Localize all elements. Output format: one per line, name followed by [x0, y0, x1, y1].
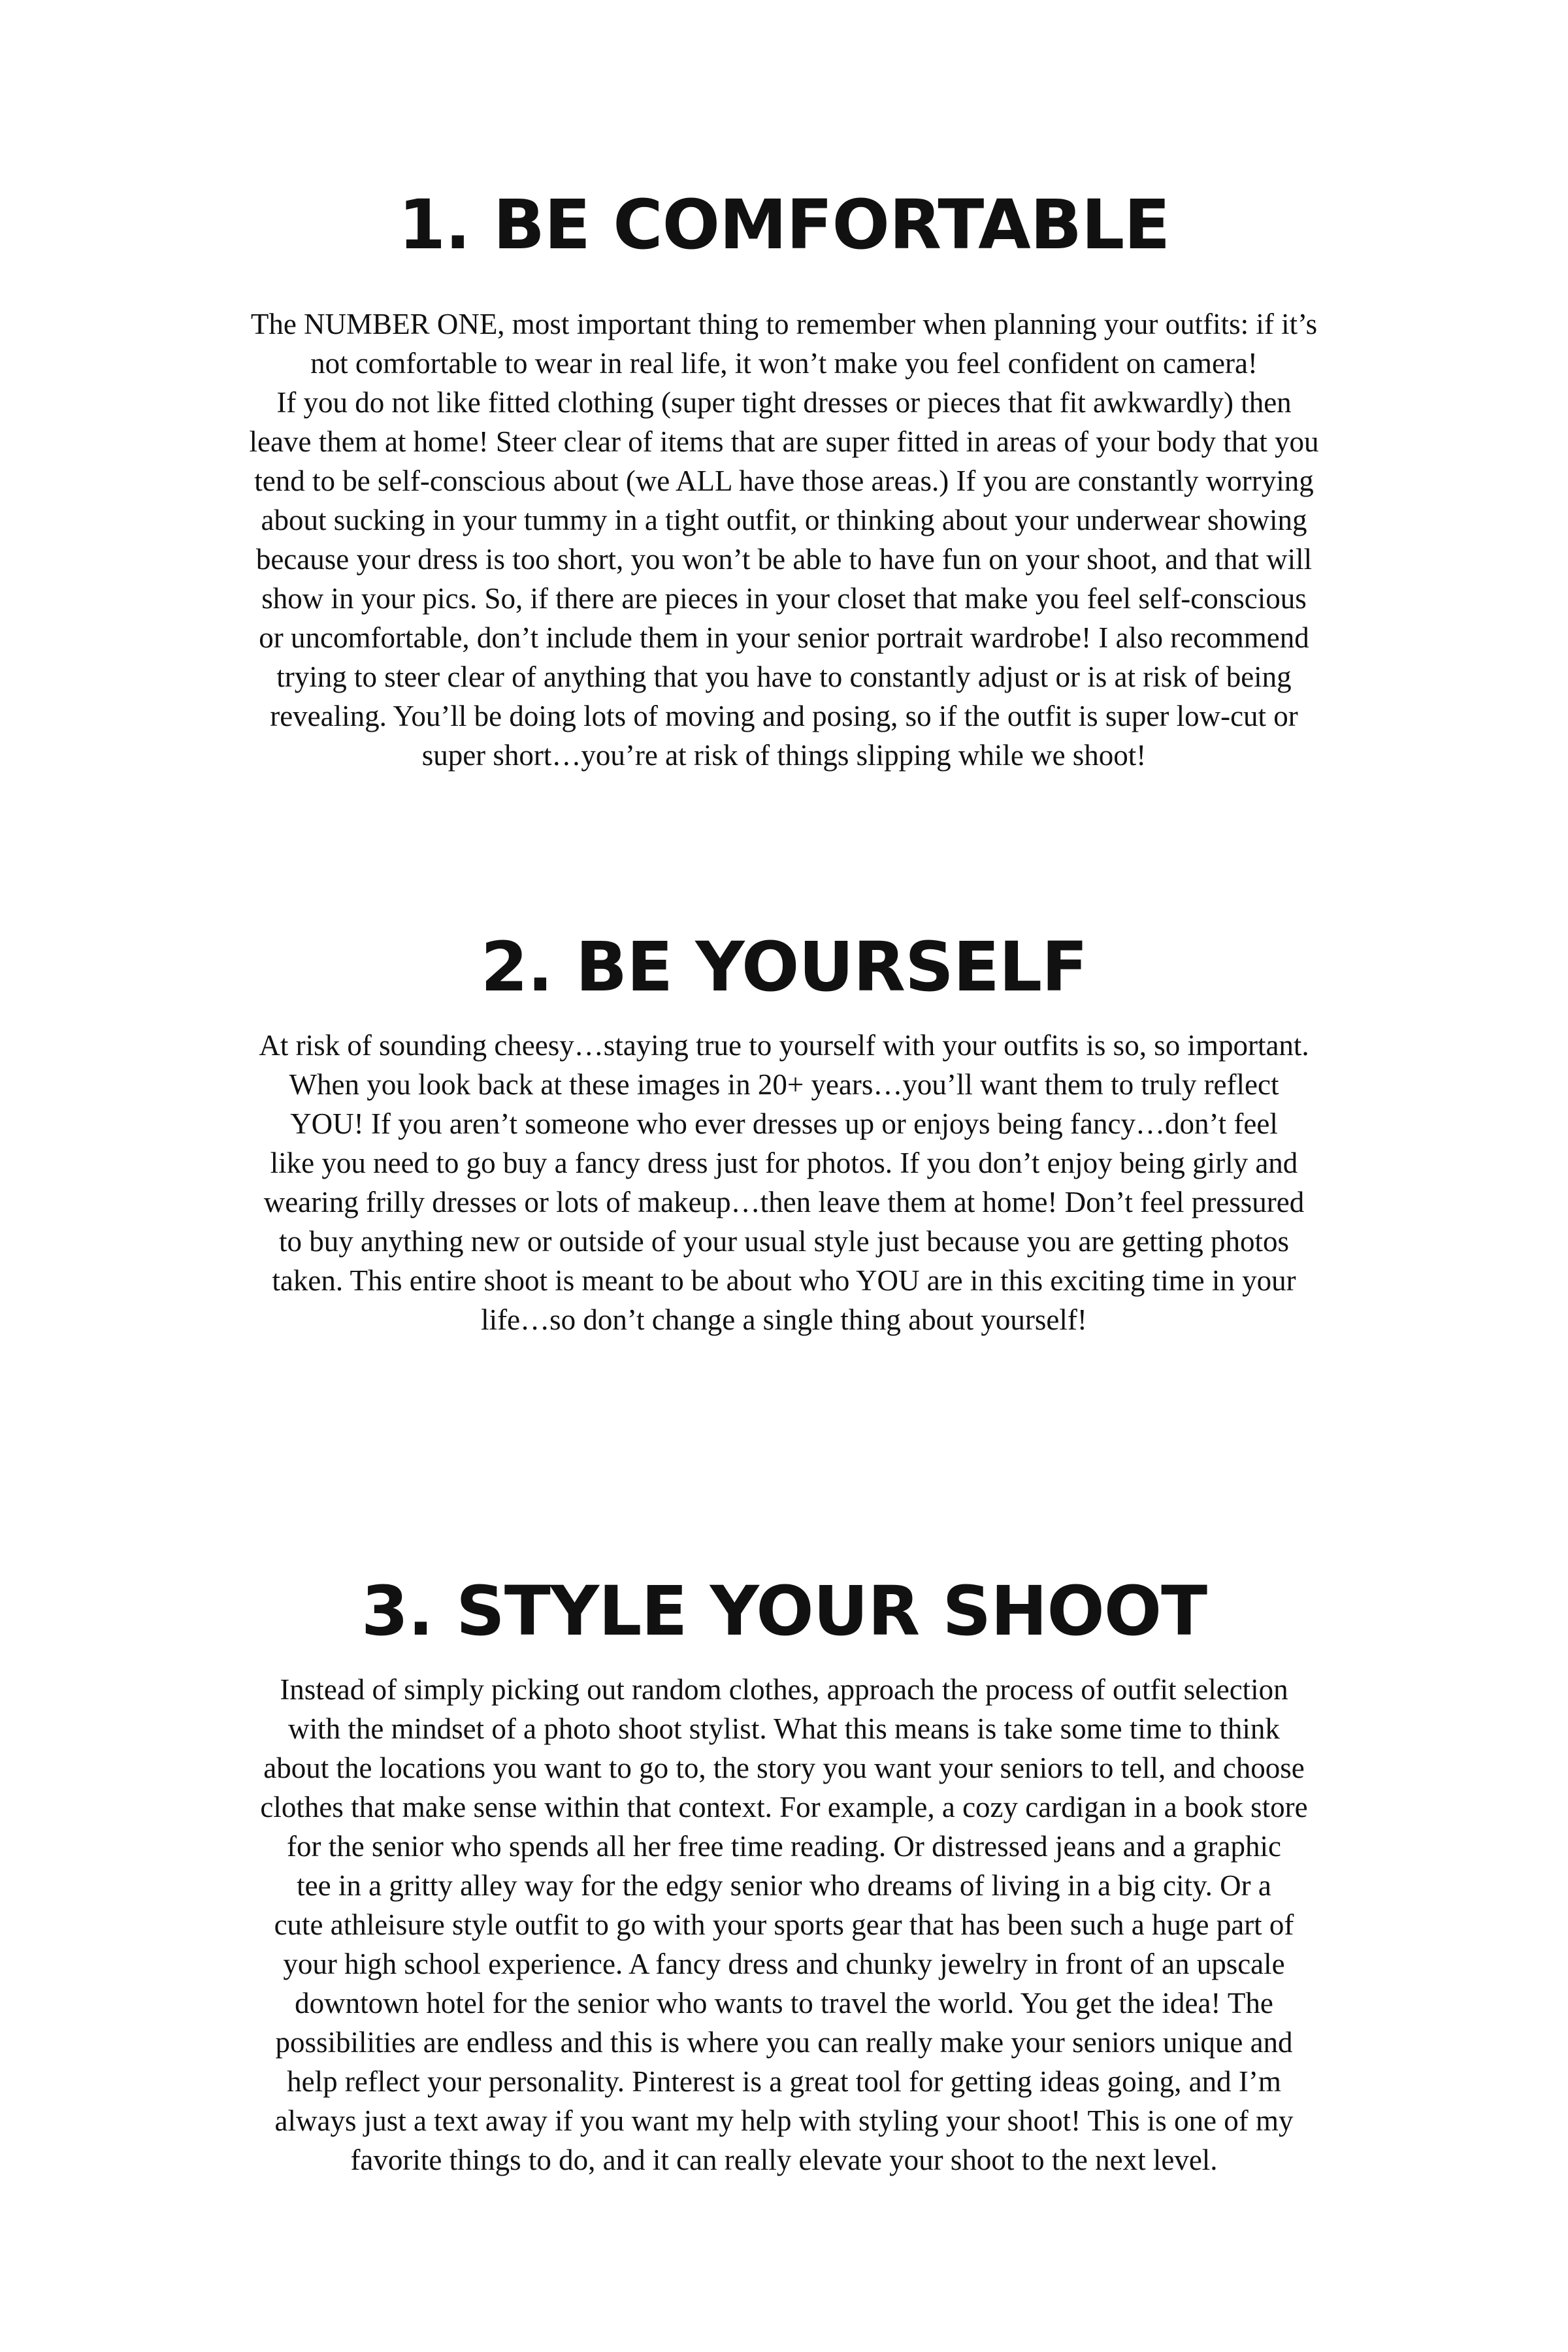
body-line: Instead of simply picking out random clothes, approach the process of outfit selection [280, 1673, 1288, 1706]
body-line: like you need to go buy a fancy dress just for photos. If you don’t enjoy being girly and [270, 1147, 1298, 1179]
body-line: with the mindset of a photo shoot stylist. What this means is take some time to think [288, 1712, 1280, 1745]
body-line: revealing. You’ll be doing lots of moving and posing, so if the outfit is super low-cut or [270, 700, 1298, 732]
body-line: downtown hotel for the senior who wants to travel the world. You get the idea! The [295, 1987, 1273, 2019]
body-line: cute athleisure style outfit to go with your sports gear that has been such a huge part of [274, 1908, 1294, 1941]
section-style-body [0, 1670, 1568, 2180]
body-line: The NUMBER ONE, most important thing to remember when planning your outfits: if it’s [250, 308, 1318, 340]
section-heading: 2. BE YOURSELF [480, 927, 1088, 1007]
body-line: At risk of sounding cheesy…staying true to yourself with your outfits is so, so important. [259, 1029, 1309, 1062]
body-line: tee in a gritty alley way for the edgy senior who dreams of living in a big city. Or a [297, 1869, 1271, 1902]
body-line: help reflect your personality. Pinterest is a great tool for getting ideas going, and I’m [287, 2065, 1281, 2098]
section-comfortable-heading-wrap [0, 185, 1568, 265]
body-line: favorite things to do, and it can really elevate your shoot to the next level. [350, 2144, 1218, 2176]
body-line: always just a text away if you want my help with styling your shoot! This is one of my [274, 2104, 1294, 2137]
section-comfortable-body [0, 304, 1568, 775]
body-line: If you do not like fitted clothing (super tight dresses or pieces that fit awkwardly) then [276, 386, 1292, 419]
body-line: because your dress is too short, you won’t be able to have fun on your shoot, and that will [255, 543, 1313, 576]
body-line: life…so don’t change a single thing about yourself! [481, 1303, 1087, 1336]
body-line: your high school experience. A fancy dress and chunky jewelry in front of an upscale [283, 1948, 1285, 1980]
body-line: or uncomfortable, don’t include them in your senior portrait wardrobe! I also recommend [259, 621, 1309, 654]
body-line: possibilities are endless and this is where you can really make your seniors unique and [275, 2026, 1293, 2059]
body-line: wearing frilly dresses or lots of makeup…then leave them at home! Don’t feel pressured [263, 1186, 1305, 1218]
body-line: tend to be self-conscious about (we ALL have those areas.) If you are constantly worrying [254, 465, 1314, 497]
body-line: When you look back at these images in 20+ years…you’ll want them to truly reflect [289, 1068, 1279, 1101]
section-style-heading-wrap [0, 1571, 1568, 1651]
body-line: about the locations you want to go to, the story you want your seniors to tell, and choose [263, 1752, 1305, 1784]
section-yourself-heading-wrap [0, 927, 1568, 1007]
body-line: for the senior who spends all her free time reading. Or distressed jeans and a graphic [287, 1830, 1281, 1863]
body-line: to buy anything new or outside of your usual style just because you are getting photos [279, 1225, 1289, 1258]
body-line: clothes that make sense within that context. For example, a cozy cardigan in a book store [260, 1791, 1308, 1823]
body-line: super short…you’re at risk of things slipping while we shoot! [421, 739, 1147, 772]
body-line: show in your pics. So, if there are pieces in your closet that make you feel self-conscious [261, 582, 1307, 615]
body-line: leave them at home! Steer clear of items that are super fitted in areas of your body that you [249, 425, 1319, 458]
body-line: YOU! If you aren’t someone who ever dresses up or enjoys being fancy…don’t feel [290, 1107, 1278, 1140]
section-yourself-body [0, 1026, 1568, 1339]
section-heading: 1. BE COMFORTABLE [398, 185, 1170, 265]
body-line: taken. This entire shoot is meant to be about who YOU are in this exciting time in your [272, 1264, 1296, 1297]
section-heading: 3. STYLE YOUR SHOOT [361, 1571, 1207, 1651]
body-line: not comfortable to wear in real life, it won’t make you feel confident on camera! [310, 347, 1258, 380]
body-line: trying to steer clear of anything that you have to constantly adjust or is at risk of being [276, 661, 1292, 693]
body-line: about sucking in your tummy in a tight outfit, or thinking about your underwear showing [261, 504, 1307, 536]
